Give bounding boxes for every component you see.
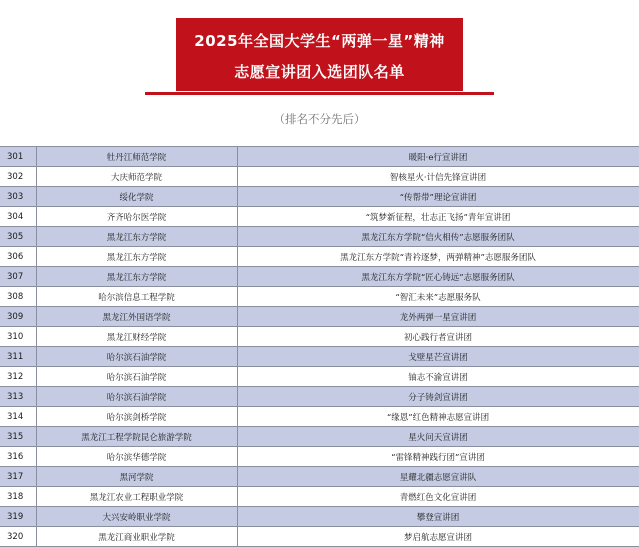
table-row [0,487,639,507]
row-number-cell: 306 [0,247,36,267]
school-name-cell: 牡丹江师范学院 [36,147,237,167]
row-number-cell: 315 [0,427,36,447]
table-body [0,147,639,547]
row-number-cell: 313 [0,387,36,407]
team-name-cell: 龙外两弹一星宣讲团 [237,307,639,327]
row-number-cell: 314 [0,407,36,427]
team-name-cell: “筑梦新征程，壮志正飞扬”青年宣讲团 [237,207,639,227]
team-name-cell: 梦启航志愿宣讲团 [237,527,639,547]
school-name-cell: 哈尔滨石油学院 [36,367,237,387]
row-number-cell: 301 [0,147,36,167]
school-name-cell: 大兴安岭职业学院 [36,507,237,527]
table-row [0,327,639,347]
row-number-cell: 320 [0,527,36,547]
table-row [0,447,639,467]
school-name-cell: 黑龙江东方学院 [36,227,237,247]
row-number-cell: 312 [0,367,36,387]
row-number-cell: 316 [0,447,36,467]
row-number-cell: 318 [0,487,36,507]
school-name-cell: 哈尔滨石油学院 [36,387,237,407]
school-name-cell: 黑龙江农业工程职业学院 [36,487,237,507]
page-title-line1: 2025年全国大学生“两弹一星”精神 [194,32,445,50]
row-number-cell: 311 [0,347,36,367]
table-row [0,247,639,267]
row-number-cell: 317 [0,467,36,487]
team-name-cell: “传帮带”理论宣讲团 [237,187,639,207]
title-banner [176,18,463,91]
table-row [0,347,639,367]
row-number-cell: 305 [0,227,36,247]
school-name-cell: 黑龙江东方学院 [36,267,237,287]
table-row [0,167,639,187]
table-row [0,407,639,427]
title-underline [145,92,494,95]
school-name-cell: 齐齐哈尔医学院 [36,207,237,227]
team-name-cell: “缘恩”红色精神志愿宣讲团 [237,407,639,427]
table-row [0,207,639,227]
table-row [0,147,639,167]
table-row [0,507,639,527]
school-name-cell: 黑龙江外国语学院 [36,307,237,327]
table-row [0,227,639,247]
school-name-cell: 黑龙江东方学院 [36,247,237,267]
team-name-cell: 戈壁星芒宣讲团 [237,347,639,367]
school-name-cell: 哈尔滨信息工程学院 [36,287,237,307]
row-number-cell: 319 [0,507,36,527]
table-row [0,287,639,307]
team-name-cell: “雷锋精神践行团”宣讲团 [237,447,639,467]
table-row [0,267,639,287]
team-list-table [0,146,639,547]
ranking-note: （排名不分先后） [273,112,366,126]
team-name-cell: 黑龙江东方学院“匠心铸远”志愿服务团队 [237,267,639,287]
page-title-line2: 志愿宣讲团入选团队名单 [234,63,405,81]
team-name-cell: 铀志不渝宣讲团 [237,367,639,387]
table-row [0,367,639,387]
school-name-cell: 黑龙江商业职业学院 [36,527,237,547]
team-name-cell: 分子铸剑宣讲团 [237,387,639,407]
table-row [0,387,639,407]
school-name-cell: 哈尔滨剑桥学院 [36,407,237,427]
team-name-cell: “智汇未来”志愿服务队 [237,287,639,307]
row-number-cell: 304 [0,207,36,227]
row-number-cell: 307 [0,267,36,287]
school-name-cell: 哈尔滨石油学院 [36,347,237,367]
team-name-cell: 初心践行者宣讲团 [237,327,639,347]
school-name-cell: 黑河学院 [36,467,237,487]
row-number-cell: 303 [0,187,36,207]
row-number-cell: 302 [0,167,36,187]
school-name-cell: 大庆师范学院 [36,167,237,187]
team-name-cell: 智核星火·计信先锋宣讲团 [237,167,639,187]
row-number-cell: 308 [0,287,36,307]
team-name-cell: 星耀北疆志愿宣讲队 [237,467,639,487]
row-number-cell: 310 [0,327,36,347]
team-name-cell: 暖阳·e行宣讲团 [237,147,639,167]
table-row [0,467,639,487]
team-name-cell: 攀登宣讲团 [237,507,639,527]
table-row [0,307,639,327]
school-name-cell: 绥化学院 [36,187,237,207]
table-row [0,527,639,547]
row-number-cell: 309 [0,307,36,327]
table-row [0,427,639,447]
school-name-cell: 哈尔滨华德学院 [36,447,237,467]
team-name-cell: 黑龙江东方学院“信火相传”志愿服务团队 [237,227,639,247]
team-name-cell: 黑龙江东方学院“青衿逐梦，两弹精神”志愿服务团队 [237,247,639,267]
team-name-cell: 星火问天宣讲团 [237,427,639,447]
team-name-cell: 青燃红色文化宣讲团 [237,487,639,507]
table-row [0,187,639,207]
school-name-cell: 黑龙江工程学院昆仑旅游学院 [36,427,237,447]
school-name-cell: 黑龙江财经学院 [36,327,237,347]
